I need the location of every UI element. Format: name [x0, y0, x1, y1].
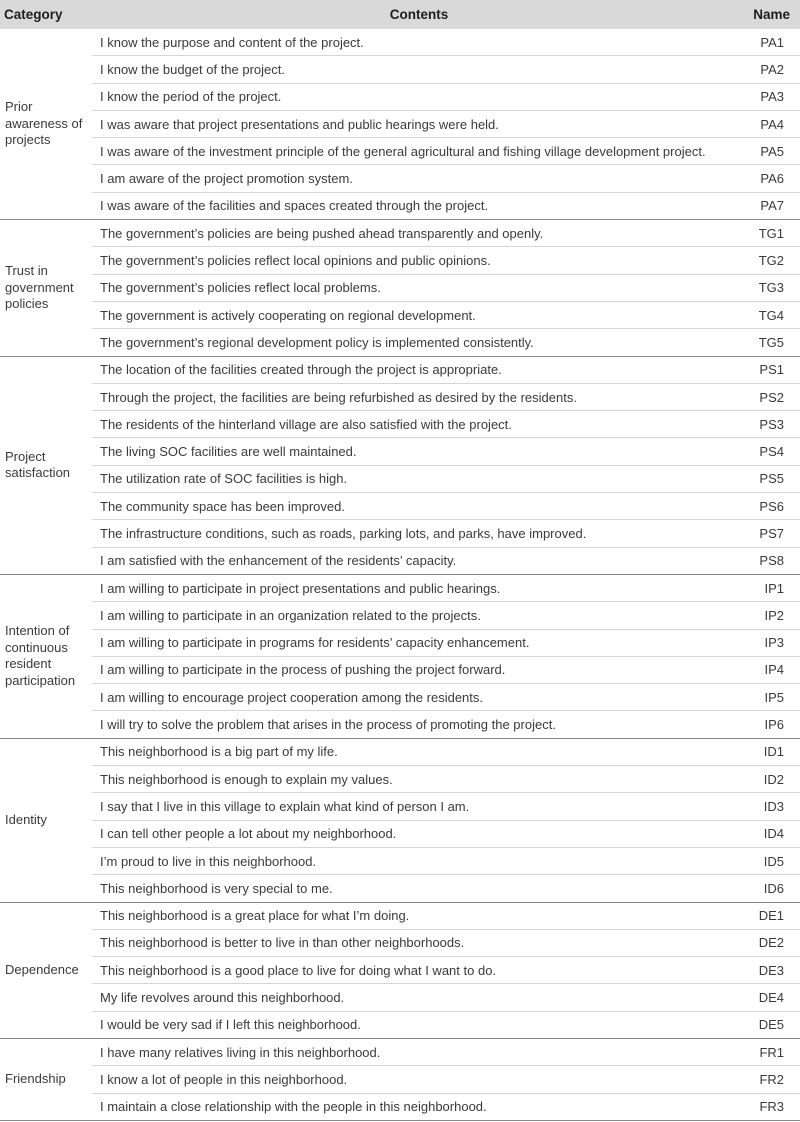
table-row — [0, 493, 800, 520]
name-cell: PA4 — [746, 110, 800, 137]
category-cell: Intention of continuous resident participation — [0, 574, 92, 738]
contents-cell: This neighborhood is better to live in than other neighborhoods. — [92, 929, 746, 956]
contents-cell: The utilization rate of SOC facilities is high. — [92, 465, 746, 492]
name-cell: TG2 — [746, 247, 800, 274]
name-cell: TG5 — [746, 329, 800, 356]
header-name: Name — [746, 0, 800, 29]
name-cell: PS8 — [746, 547, 800, 574]
name-cell: PA2 — [746, 56, 800, 83]
contents-cell: The government’s policies reflect local problems. — [92, 274, 746, 301]
contents-cell: This neighborhood is enough to explain my values. — [92, 766, 746, 793]
category-cell: Identity — [0, 738, 92, 902]
name-cell: TG1 — [746, 220, 800, 247]
name-cell: PA5 — [746, 138, 800, 165]
table-row — [0, 329, 800, 356]
name-cell: IP1 — [746, 574, 800, 601]
contents-cell: I’m proud to live in this neighborhood. — [92, 847, 746, 874]
name-cell: IP6 — [746, 711, 800, 738]
table-row — [0, 847, 800, 874]
name-cell: TG4 — [746, 301, 800, 328]
name-cell: DE5 — [746, 1011, 800, 1038]
name-cell: ID3 — [746, 793, 800, 820]
contents-cell: This neighborhood is a good place to live for doing what I want to do. — [92, 957, 746, 984]
contents-cell: I know the period of the project. — [92, 83, 746, 110]
header-row — [0, 0, 800, 29]
table-row — [0, 1011, 800, 1038]
name-cell: ID5 — [746, 847, 800, 874]
name-cell: ID1 — [746, 738, 800, 765]
contents-cell: This neighborhood is a great place for what I’m doing. — [92, 902, 746, 929]
table-row — [0, 602, 800, 629]
table-row — [0, 411, 800, 438]
table-row — [0, 192, 800, 219]
name-cell: PS4 — [746, 438, 800, 465]
contents-cell: I know a lot of people in this neighborhood. — [92, 1066, 746, 1093]
contents-cell: My life revolves around this neighborhood. — [92, 984, 746, 1011]
name-cell: FR3 — [746, 1093, 800, 1120]
contents-cell: I was aware that project presentations and public hearings were held. — [92, 110, 746, 137]
contents-cell: I am willing to participate in programs for residents’ capacity enhancement. — [92, 629, 746, 656]
name-cell: PA6 — [746, 165, 800, 192]
table-row — [0, 383, 800, 410]
name-cell: IP2 — [746, 602, 800, 629]
table-row — [0, 574, 800, 601]
table-row — [0, 711, 800, 738]
contents-cell: The residents of the hinterland village are also satisfied with the project. — [92, 411, 746, 438]
table-row — [0, 1038, 800, 1065]
table-row — [0, 438, 800, 465]
contents-cell: I know the purpose and content of the project. — [92, 29, 746, 56]
table-body — [0, 29, 800, 1120]
name-cell: DE1 — [746, 902, 800, 929]
table-row — [0, 957, 800, 984]
table-row — [0, 793, 800, 820]
contents-cell: The living SOC facilities are well maintained. — [92, 438, 746, 465]
header-category: Category — [0, 0, 92, 29]
contents-cell: The government is actively cooperating on regional development. — [92, 301, 746, 328]
contents-cell: I maintain a close relationship with the people in this neighborhood. — [92, 1093, 746, 1120]
contents-cell: I am willing to encourage project cooperation among the residents. — [92, 684, 746, 711]
contents-cell: The government’s policies reflect local opinions and public opinions. — [92, 247, 746, 274]
table-row — [0, 247, 800, 274]
name-cell: DE3 — [746, 957, 800, 984]
table-row — [0, 356, 800, 383]
contents-cell: The government’s policies are being pushed ahead transparently and openly. — [92, 220, 746, 247]
contents-cell: I am aware of the project promotion system. — [92, 165, 746, 192]
table-row — [0, 684, 800, 711]
table-row — [0, 29, 800, 56]
table-row — [0, 301, 800, 328]
contents-cell: This neighborhood is very special to me. — [92, 875, 746, 902]
category-cell: Friendship — [0, 1038, 92, 1120]
name-cell: DE2 — [746, 929, 800, 956]
name-cell: PS3 — [746, 411, 800, 438]
category-cell: Trust in government policies — [0, 220, 92, 356]
contents-cell: I am satisfied with the enhancement of the residents’ capacity. — [92, 547, 746, 574]
name-cell: ID6 — [746, 875, 800, 902]
name-cell: PS2 — [746, 383, 800, 410]
table-row — [0, 738, 800, 765]
contents-cell: The infrastructure conditions, such as roads, parking lots, and parks, have improved. — [92, 520, 746, 547]
name-cell: PA7 — [746, 192, 800, 219]
table-row — [0, 1066, 800, 1093]
name-cell: PA1 — [746, 29, 800, 56]
contents-cell: This neighborhood is a big part of my life. — [92, 738, 746, 765]
category-cell: Project satisfaction — [0, 356, 92, 574]
name-cell: IP5 — [746, 684, 800, 711]
name-cell: ID2 — [746, 766, 800, 793]
table-row — [0, 56, 800, 83]
table-row — [0, 465, 800, 492]
name-cell: IP4 — [746, 656, 800, 683]
table-row — [0, 220, 800, 247]
table-row — [0, 902, 800, 929]
table-header — [0, 0, 800, 29]
contents-cell: I say that I live in this village to explain what kind of person I am. — [92, 793, 746, 820]
table-row — [0, 547, 800, 574]
header-contents: Contents — [92, 0, 746, 29]
table-row — [0, 929, 800, 956]
table-row — [0, 1093, 800, 1120]
contents-cell: I am willing to participate in the process of pushing the project forward. — [92, 656, 746, 683]
name-cell: PS1 — [746, 356, 800, 383]
name-cell: IP3 — [746, 629, 800, 656]
contents-cell: I know the budget of the project. — [92, 56, 746, 83]
name-cell: ID4 — [746, 820, 800, 847]
name-cell: PS7 — [746, 520, 800, 547]
contents-cell: I am willing to participate in an organization related to the projects. — [92, 602, 746, 629]
table-row — [0, 875, 800, 902]
contents-cell: I will try to solve the problem that arises in the process of promoting the project. — [92, 711, 746, 738]
contents-cell: I was aware of the facilities and spaces created through the project. — [92, 192, 746, 219]
name-cell: FR1 — [746, 1038, 800, 1065]
table-row — [0, 274, 800, 301]
contents-cell: The location of the facilities created through the project is appropriate. — [92, 356, 746, 383]
table-row — [0, 138, 800, 165]
name-cell: FR2 — [746, 1066, 800, 1093]
contents-cell: I was aware of the investment principle of the general agricultural and fishing village development project. — [92, 138, 746, 165]
category-cell: Prior awareness of projects — [0, 29, 92, 220]
table-row — [0, 520, 800, 547]
category-cell: Dependence — [0, 902, 92, 1038]
contents-cell: Through the project, the facilities are being refurbished as desired by the residents. — [92, 383, 746, 410]
contents-cell: The government’s regional development policy is implemented consistently. — [92, 329, 746, 356]
contents-cell: The community space has been improved. — [92, 493, 746, 520]
table-row — [0, 83, 800, 110]
table-row — [0, 110, 800, 137]
name-cell: DE4 — [746, 984, 800, 1011]
table-row — [0, 165, 800, 192]
table-row — [0, 820, 800, 847]
contents-cell: I am willing to participate in project presentations and public hearings. — [92, 574, 746, 601]
name-cell: PS5 — [746, 465, 800, 492]
table-row — [0, 629, 800, 656]
table-row — [0, 984, 800, 1011]
name-cell: PS6 — [746, 493, 800, 520]
contents-cell: I would be very sad if I left this neighborhood. — [92, 1011, 746, 1038]
contents-cell: I can tell other people a lot about my neighborhood. — [92, 820, 746, 847]
table-row — [0, 766, 800, 793]
name-cell: PA3 — [746, 83, 800, 110]
contents-cell: I have many relatives living in this neighborhood. — [92, 1038, 746, 1065]
name-cell: TG3 — [746, 274, 800, 301]
table-row — [0, 656, 800, 683]
